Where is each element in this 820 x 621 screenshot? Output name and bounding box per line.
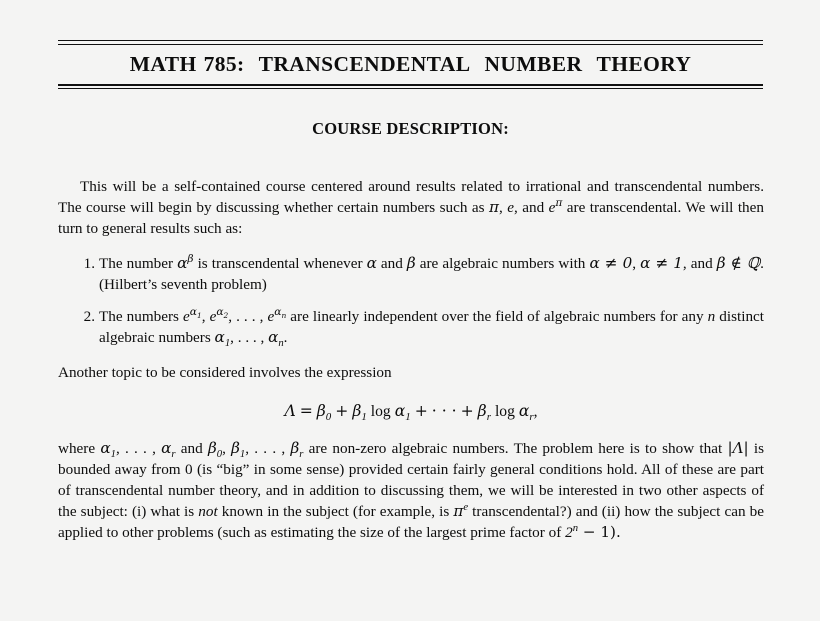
equation-alpha-1-base: α: [394, 401, 406, 420]
list-item-2-sep-1: ,: [201, 308, 210, 326]
list-item-2-seg-b: are linearly independent over the field of algebraic numbers for any: [286, 308, 708, 326]
equation-alpha-r-index: r: [529, 410, 534, 423]
math-e-pow-pi: [548, 196, 563, 217]
math-alpha-r-closing: [161, 438, 176, 460]
math-e-2-exp-base: α: [216, 304, 224, 318]
list-item: [58, 306, 764, 348]
equation-beta-0-base: β: [316, 401, 326, 420]
equation-log-2: log: [494, 402, 515, 420]
list-item: [58, 253, 764, 295]
list-item-2-ellipsis: , . . . ,: [228, 308, 268, 326]
closing-paragraph: [58, 438, 764, 544]
math-e-1-exp-sub: 1: [196, 311, 202, 321]
equation-equals: =: [299, 401, 313, 420]
closing-seg-where: where: [58, 439, 101, 457]
math-beta-1-closing-index: 1: [239, 448, 246, 460]
intro-sep-1: ,: [499, 199, 508, 217]
closing-after-betas: are non-zero algebraic numbers. The problem here is to show that: [303, 439, 728, 457]
equation-beta-1: [352, 401, 367, 423]
math-e-pow-pi-base: e: [548, 199, 556, 217]
math-e-pow-alpha-1: [183, 304, 202, 326]
list-item-1-seg-d: are algebraic numbers with: [415, 254, 590, 272]
math-minus-one: − 1).: [578, 523, 621, 542]
equation-alpha-r-base: α: [518, 401, 530, 420]
title-word-5: THEORY: [596, 51, 692, 76]
list-item-1-seg-f: , and: [682, 254, 717, 272]
intro-text-part-2: are transcendental. We will then turn to general results such as:: [58, 199, 764, 238]
math-pi: π: [489, 198, 499, 217]
equation-beta-1-base: β: [352, 401, 362, 420]
emphasis-not: not: [198, 503, 218, 521]
math-e-2-base: e: [209, 308, 217, 326]
math-alpha-r-closing-index: r: [171, 448, 176, 460]
math-condition-alpha-ne-1: α ≠ 1: [640, 253, 683, 272]
math-alpha-1-closing-base: α: [100, 438, 111, 457]
equation-beta-0: [316, 401, 332, 423]
math-alpha-sub-n-index: n: [278, 338, 284, 350]
title-word-2: 785:: [203, 51, 245, 76]
math-beta-0-closing-base: β: [207, 438, 217, 457]
math-condition-beta-notin-Q: β ∉ ℚ: [716, 253, 761, 272]
list-item-2-seg-c: distinct algebraic numbers: [99, 308, 765, 347]
math-e: e: [507, 199, 514, 217]
math-alpha-2: α: [366, 253, 377, 272]
math-beta-0-closing-index: 0: [216, 448, 223, 460]
equation-alpha-1: [394, 401, 411, 423]
math-e-pow-pi-exponent: π: [555, 196, 563, 210]
equation-beta-0-index: 0: [325, 410, 332, 423]
document-body: [58, 176, 764, 544]
math-beta-exponent: β: [187, 251, 194, 265]
closing-bounded: is bounded away from 0 (is “big” in some sense) provided certain fairly general conditions hold. All of these are part of transcendental number theory, and in addition to discussing them, we will be interested in two other aspects of the subject: (i) what is: [58, 439, 765, 521]
section-heading: COURSE DESCRIPTION:: [312, 119, 509, 138]
equation-trailing-comma: ,: [533, 402, 538, 420]
math-beta-0-closing: [207, 438, 223, 460]
math-e-n-exp-sub: n: [281, 311, 287, 321]
math-beta-r-closing-base: β: [290, 438, 300, 457]
list-item-1-marker: 1.: [83, 254, 95, 272]
page-title: [58, 45, 763, 85]
list-item-2-seg-d: , . . . ,: [230, 329, 269, 347]
math-alpha-base: α: [177, 253, 188, 272]
math-2-pow-n-exponent: n: [572, 523, 578, 535]
closing-and: and: [175, 439, 208, 457]
equation-beta-r: [477, 401, 491, 423]
equation-beta-1-index: 1: [361, 410, 367, 423]
closing-known: known in the subject (for example, is: [217, 503, 454, 521]
results-list: [58, 253, 764, 349]
math-alpha-sub-n: [268, 328, 284, 350]
math-alpha-sub-1: [214, 328, 231, 350]
equation-alpha-r: [518, 401, 534, 423]
math-abs-lambda: |Λ|: [727, 438, 749, 457]
list-item-2-seg-a: The numbers: [99, 308, 184, 326]
math-e-n-base: e: [267, 308, 275, 326]
math-e-1-base: e: [183, 308, 190, 326]
math-e-2-exponent: [216, 304, 229, 321]
math-alpha-sub-1-index: 1: [224, 338, 231, 350]
math-pi-pow-e: [453, 503, 468, 520]
title-rule-bottom: [58, 84, 763, 89]
math-beta-1-closing: [231, 438, 246, 460]
list-item-1-seg-g: . (Hilbert’s seventh problem): [99, 254, 764, 293]
closing-dots-2: , . . . ,: [245, 439, 291, 457]
display-equation: [58, 400, 764, 423]
intro-text-part-1: This will be a self-contained course centered around results related to irrational and transcendental numbers. The course will begin by discussing whether certain numbers such as: [58, 178, 764, 217]
math-e-n-exp-base: α: [274, 304, 282, 318]
another-topic-paragraph: Another topic to be considered involves the expression: [58, 364, 392, 382]
intro-paragraph: [58, 176, 764, 240]
title-word-3: TRANSCENDENTAL: [258, 51, 471, 76]
math-alpha-sub-1-base: α: [214, 328, 225, 347]
math-beta-r-closing: [290, 438, 304, 460]
math-e-2-exp-sub: 2: [223, 311, 229, 321]
math-e-1-exponent: [189, 304, 202, 321]
equation-beta-r-index: r: [486, 410, 491, 423]
equation-log-1: log: [370, 402, 391, 420]
math-pi-pow-e-base: π: [453, 502, 464, 521]
list-item-1-seg-c: and: [376, 254, 407, 272]
list-item-1-seg-b: is transcendental whenever: [193, 254, 367, 272]
title-word-1: MATH: [129, 51, 197, 76]
math-e-n-exponent: [274, 304, 287, 321]
math-e-pow-alpha-n: [267, 304, 287, 326]
math-e-1-exp-base: α: [189, 304, 197, 318]
math-alpha-1-closing-index: 1: [110, 448, 116, 460]
math-e-pow-alpha-2: [209, 304, 229, 326]
math-2-pow-n-base: 2: [565, 524, 573, 542]
math-2-pow-n: [565, 524, 578, 541]
list-item-2-seg-e: .: [283, 329, 288, 347]
title-rule-bottom-outer: [58, 88, 763, 89]
math-beta-1-closing-base: β: [231, 438, 240, 457]
list-item-1-seg-e: ,: [632, 254, 641, 272]
closing-dots-1: , . . . ,: [115, 439, 162, 457]
list-item-2-marker: 2.: [83, 308, 95, 326]
equation-beta-r-base: β: [477, 401, 487, 420]
math-condition-alpha-ne-0: α ≠ 0: [589, 253, 633, 272]
equation-cdots: · · ·: [431, 401, 457, 420]
title-word-4: NUMBER: [484, 51, 583, 76]
math-var-n: n: [707, 308, 716, 326]
closing-comma-1: ,: [222, 439, 232, 457]
math-alpha-pow-beta: [177, 251, 194, 272]
equation-plus-1: +: [335, 401, 349, 420]
math-alpha-1-closing: [100, 438, 116, 460]
equation-plus-2: +: [414, 401, 428, 420]
intro-sep-2: , and: [514, 199, 549, 217]
math-pi-pow-e-exponent: e: [463, 502, 469, 514]
math-alpha-sub-n-base: α: [268, 328, 279, 347]
closing-transcendental: transcendental?) and (ii) how the subject can be applied to other problems (such as estimating the size of the largest prime factor of: [58, 503, 764, 542]
equation-plus-3: +: [460, 401, 474, 420]
equation-lambda: Λ: [284, 401, 296, 420]
math-beta-2: β: [406, 253, 416, 272]
list-item-1-seg-a: The number: [99, 254, 178, 272]
math-beta-r-closing-index: r: [299, 448, 304, 460]
equation-alpha-1-index: 1: [405, 410, 411, 423]
math-alpha-r-closing-base: α: [161, 438, 172, 457]
title-block: [58, 40, 763, 89]
